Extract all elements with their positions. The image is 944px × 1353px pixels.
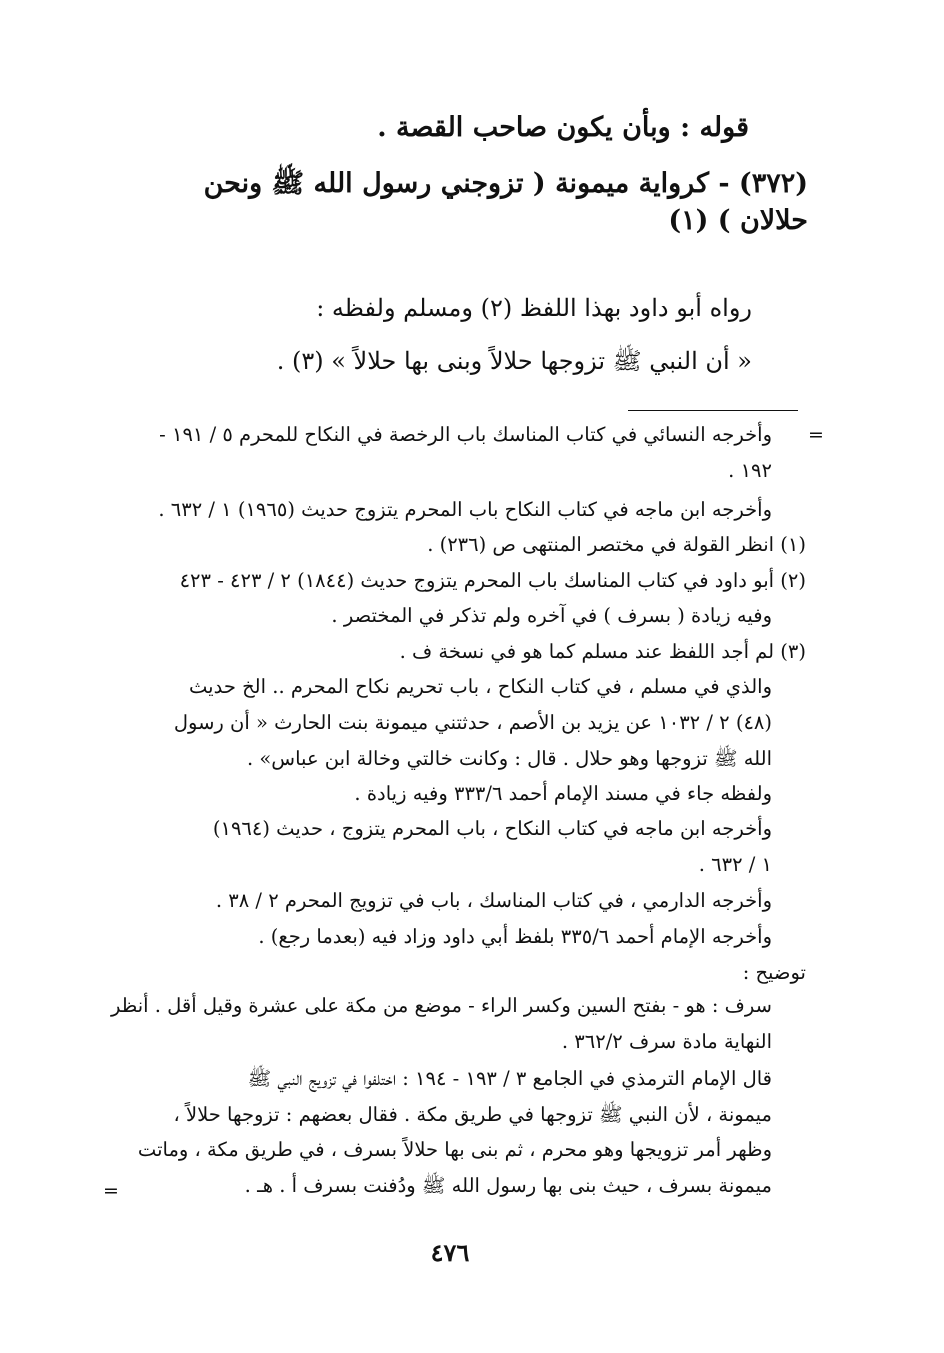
page-number: ٤٧٦ — [430, 1238, 470, 1267]
body-line-1: رواه أبو داود بهذا اللفظ (٢) ومسلم ولفظه : — [316, 294, 752, 322]
footnote-line: سرف : هو - بفتح السين وكسر الراء - موضع من مكة على عشرة وقيل أقل . أنظر — [110, 994, 772, 1017]
end-mark: = — [103, 1180, 119, 1202]
continuation-mark: = — [808, 424, 824, 446]
footnote-line: وظهر أمر تزويجها وهو محرم ، ثم بنى بها حلالاً بسرف ، في طريق مكة ، وماتت — [137, 1138, 772, 1161]
footnote-line: الله ﷺ تزوجها وهو حلال . قال : وكانت خالتي وخالة ابن عباس» . — [246, 747, 772, 770]
footnote-line: (٤٨) ٢ / ١٠٣٢ عن يزيد بن الأصم ، حدثتني ميمونة بنت الحارث « أن رسول — [173, 711, 772, 734]
footnote-line: وأخرجه الإمام أحمد ٣٣٥/٦ بلفظ أبي داود وزاد فيه (بعدما رجع) . — [258, 925, 772, 948]
footnote-line: قال الإمام الترمذي في الجامع ٣ / ١٩٣ - ١٩٤ : اختلفوا في تزويج النبي ﷺ — [247, 1067, 772, 1090]
hadith-title-line-2: حلالان ) (١) — [668, 205, 808, 236]
footnote-line: النهاية مادة سرف ٣٦٢/٢ . — [561, 1030, 772, 1053]
footnote-line: (١) انظر القولة في مختصر المنتهى ص (٢٣٦) . — [427, 533, 806, 556]
body-line-2: « أن النبي ﷺ تزوجها حلالاً وبنى بها حلالاً » (٣) . — [276, 347, 752, 375]
footnote-line: (٢) أبو داود في كتاب المناسك باب المحرم يتزوج حديث (١٨٤٤) ٢ / ٤٢٣ - ٤٢٣ — [179, 569, 806, 592]
footnote-heading: توضيح : — [742, 961, 806, 984]
footnote-line: ولفظه جاء في مسند الإمام أحمد ٣٣٣/٦ وفيه زيادة . — [354, 782, 772, 805]
footnote-line: ميمونة ، لأن النبي ﷺ تزوجها في طريق مكة . فقال بعضهم : تزوجها حلالاً ، — [173, 1103, 772, 1126]
footnote-line: وأخرجه الدارمي ، في كتاب المناسك ، باب في تزويج المحرم ٢ / ٣٨ . — [215, 889, 772, 912]
footnote-line: ميمونة بسرف ، حيث بنى بها رسول الله ﷺ ودُفنت بسرف أ . هـ . — [244, 1174, 772, 1197]
footnote-line: وأخرجه ابن ماجه في كتاب النكاح باب المحرم يتزوج حديث (١٩٦٥) ١ / ٦٣٢ . — [158, 498, 772, 521]
footnote-line: وأخرجه ابن ماجه في كتاب النكاح ، باب المحرم يتزوج ، حديث (١٩٦٤) — [212, 817, 772, 840]
footnote-separator — [628, 410, 798, 411]
footnote-line: ١٩٢ . — [728, 459, 772, 482]
footnote-line: والذي في مسلم ، في كتاب النكاح ، باب تحريم نكاح المحرم .. الخ حديث — [189, 675, 772, 698]
hadith-title-line-1: (٣٧٢) - كرواية ميمونة ( تزوجني رسول الله ﷺ ونحن — [203, 168, 808, 199]
footnote-line: وأخرجه النسائي في كتاب المناسك باب الرخصة في النكاح للمحرم ٥ / ١٩١ - — [159, 423, 772, 446]
footnote-line: ١ / ٦٣٢ . — [698, 853, 772, 876]
section-heading: قوله : وبأن يكون صاحب القصة . — [377, 112, 749, 143]
footnote-line: (٣) لم أجد اللفظ عند مسلم كما هو في نسخة ف . — [399, 640, 806, 663]
footnote-line: وفيه زيادة ( بسرف ) في آخره ولم تذكر في المختصر . — [331, 604, 772, 627]
